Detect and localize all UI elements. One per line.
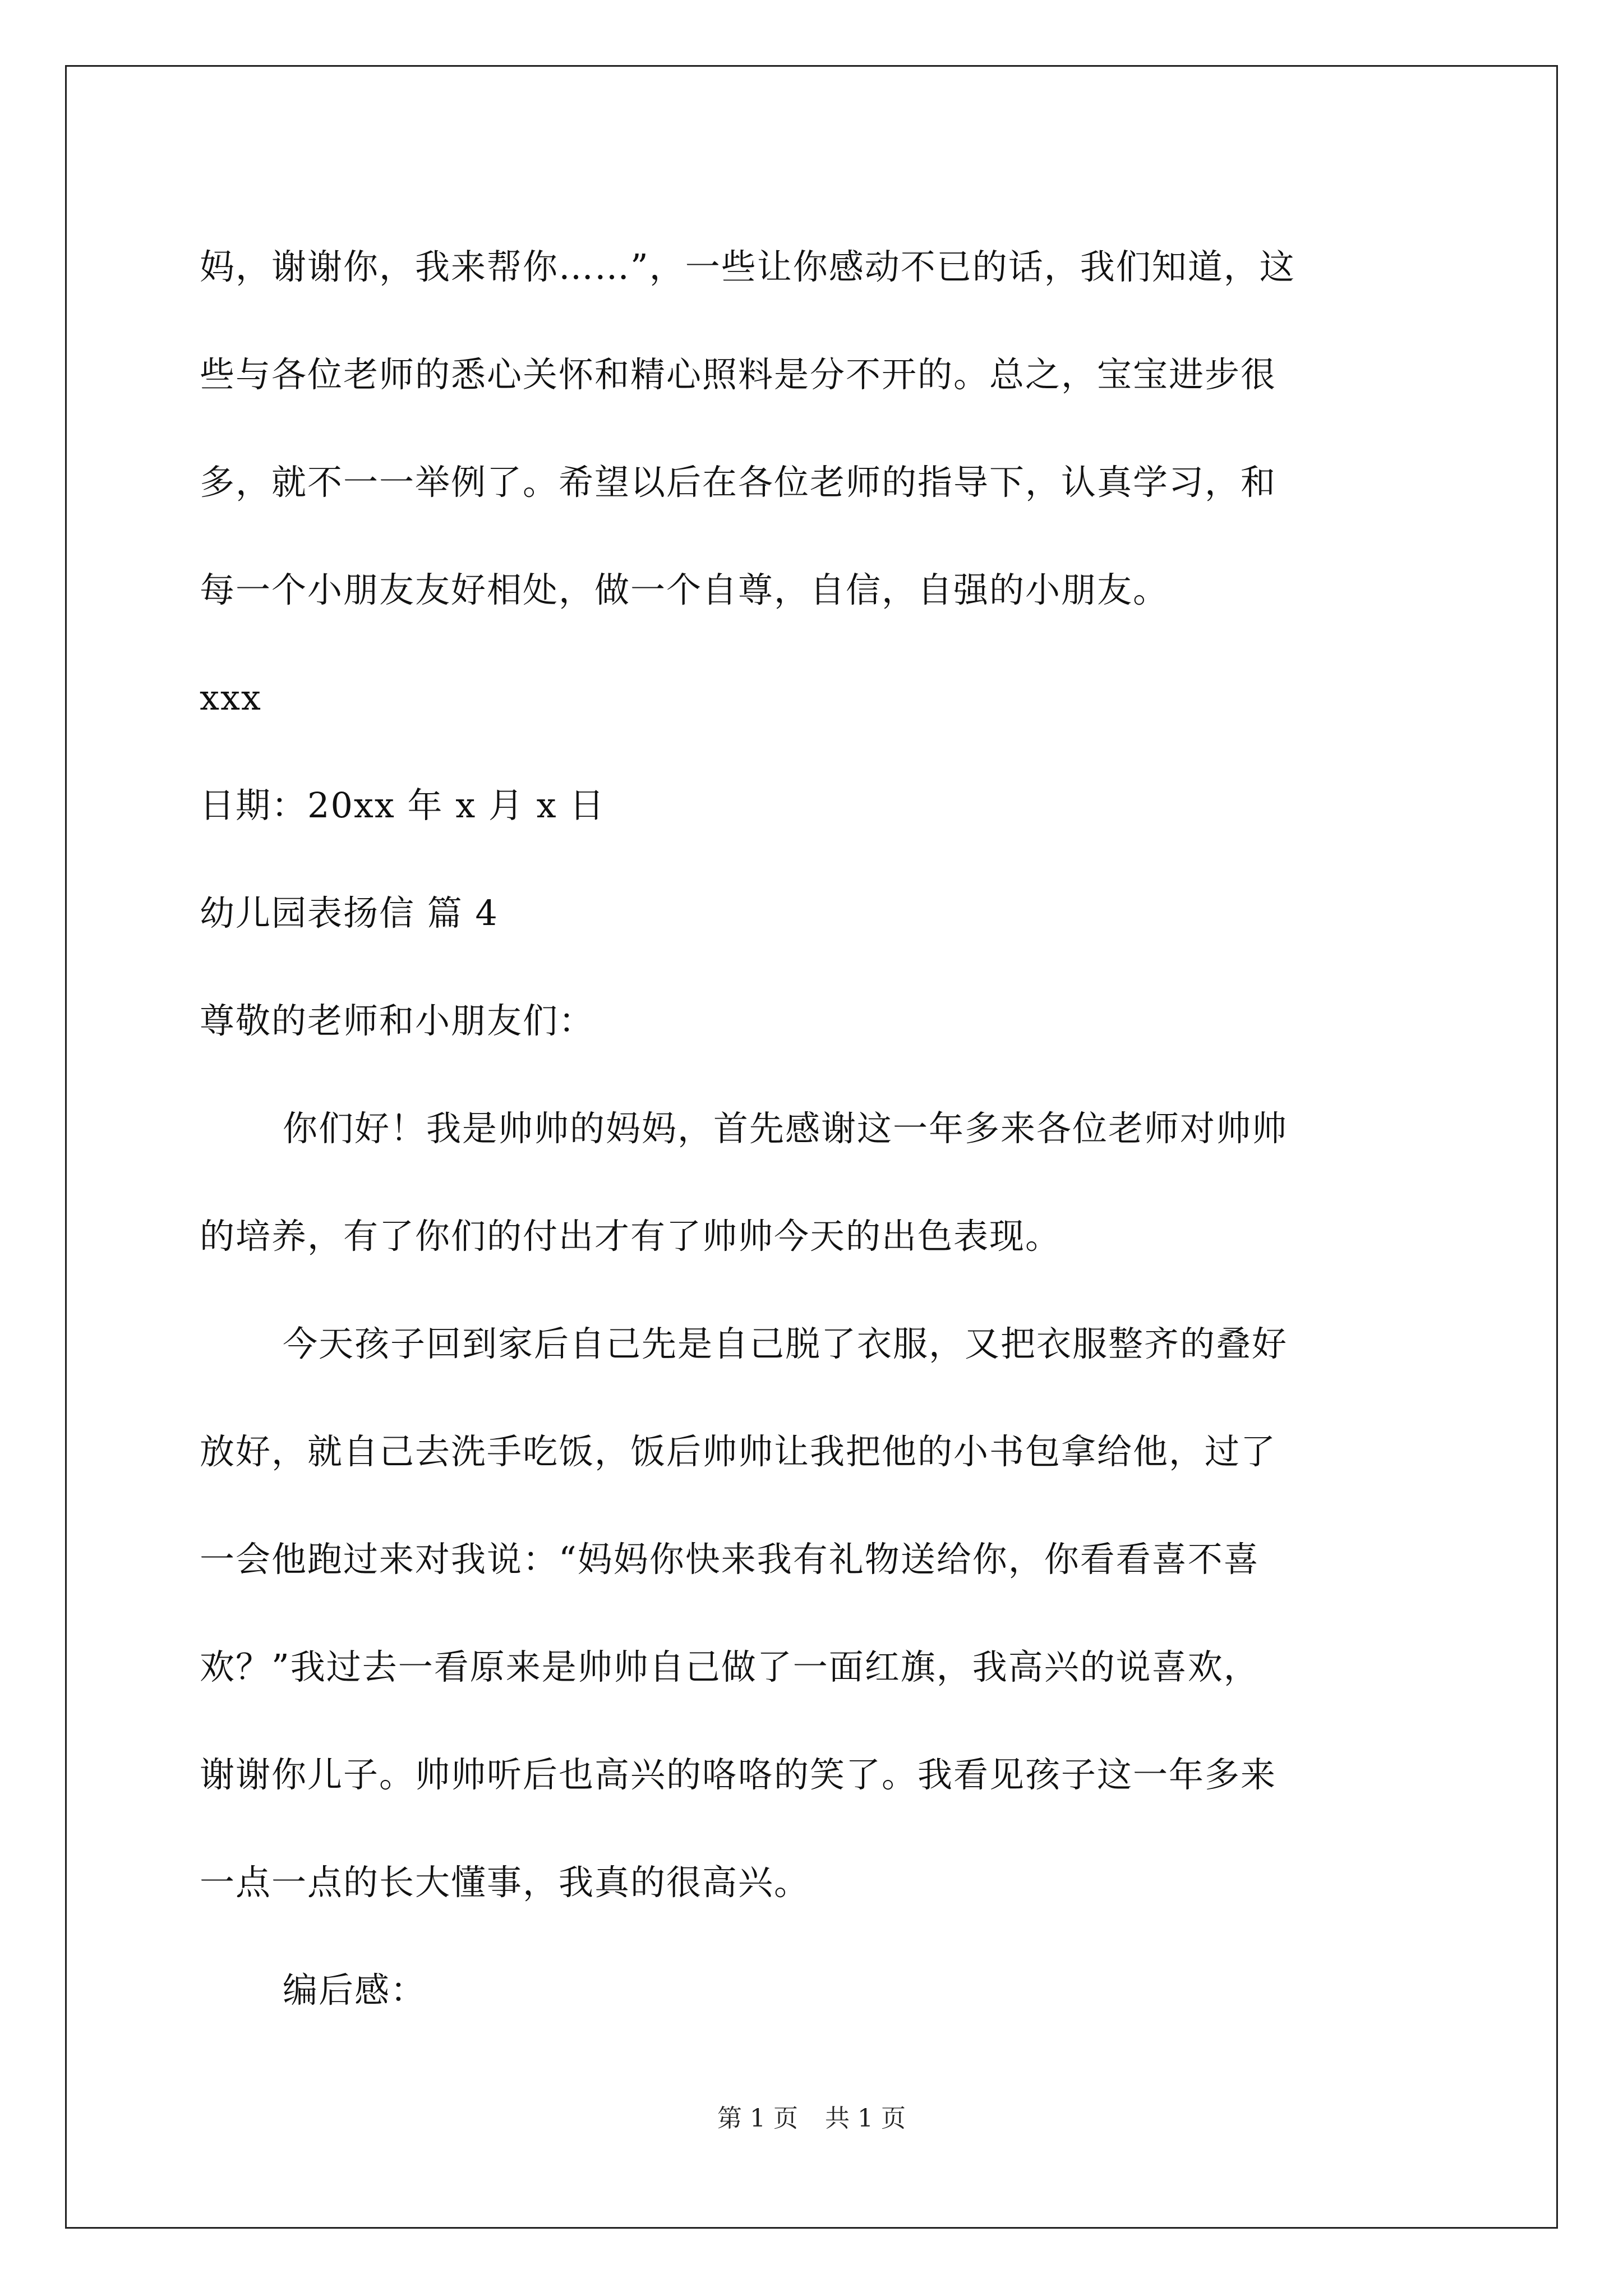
date-line: 日期：20xx 年 x 月 x 日 — [200, 785, 606, 826]
text-line: 妈，谢谢你，我来帮你……”，一些让你感动不已的话，我们知道，这 — [200, 246, 1295, 287]
text-line: 多，就不一一举例了。希望以后在各位老师的指导下，认真学习，和 — [200, 462, 1277, 503]
signature: xxx — [200, 677, 262, 718]
text-line: 的培养，有了你们的付出才有了帅帅今天的出色表现。 — [200, 1216, 1062, 1257]
text-line: 些与各位老师的悉心关怀和精心照料是分不开的。总之，宝宝进步很 — [200, 354, 1277, 395]
salutation: 尊敬的老师和小朋友们： — [200, 1000, 595, 1041]
page-footer — [0, 2098, 1623, 2134]
page-total: 共 1 页 — [825, 2104, 906, 2133]
afterword-heading: 编后感： — [283, 1970, 427, 2010]
page-number: 第 1 页 — [717, 2104, 798, 2133]
section-title: 幼儿园表扬信 篇 4 — [200, 892, 499, 933]
text-line: 一点一点的长大懂事，我真的很高兴。 — [200, 1862, 810, 1903]
text-line: 你们好！我是帅帅的妈妈，首先感谢这一年多来各位老师对帅帅 — [283, 1108, 1288, 1149]
text-line: 放好，就自己去洗手吃饭，饭后帅帅让我把他的小书包拿给他，过了 — [200, 1431, 1277, 1472]
text-line: 一会他跑过来对我说：“妈妈你快来我有礼物送给你，你看看喜不喜 — [200, 1539, 1260, 1580]
document-body — [200, 213, 1433, 2044]
text-line: 今天孩子回到家后自己先是自己脱了衣服，又把衣服整齐的叠好 — [283, 1323, 1288, 1364]
text-line: 每一个小朋友友好相处，做一个自尊，自信，自强的小朋友。 — [200, 569, 1169, 610]
text-line: 谢谢你儿子。帅帅听后也高兴的咯咯的笑了。我看见孩子这一年多来 — [200, 1754, 1277, 1795]
text-line: 欢？”我过去一看原来是帅帅自己做了一面红旗，我高兴的说喜欢， — [200, 1646, 1260, 1687]
